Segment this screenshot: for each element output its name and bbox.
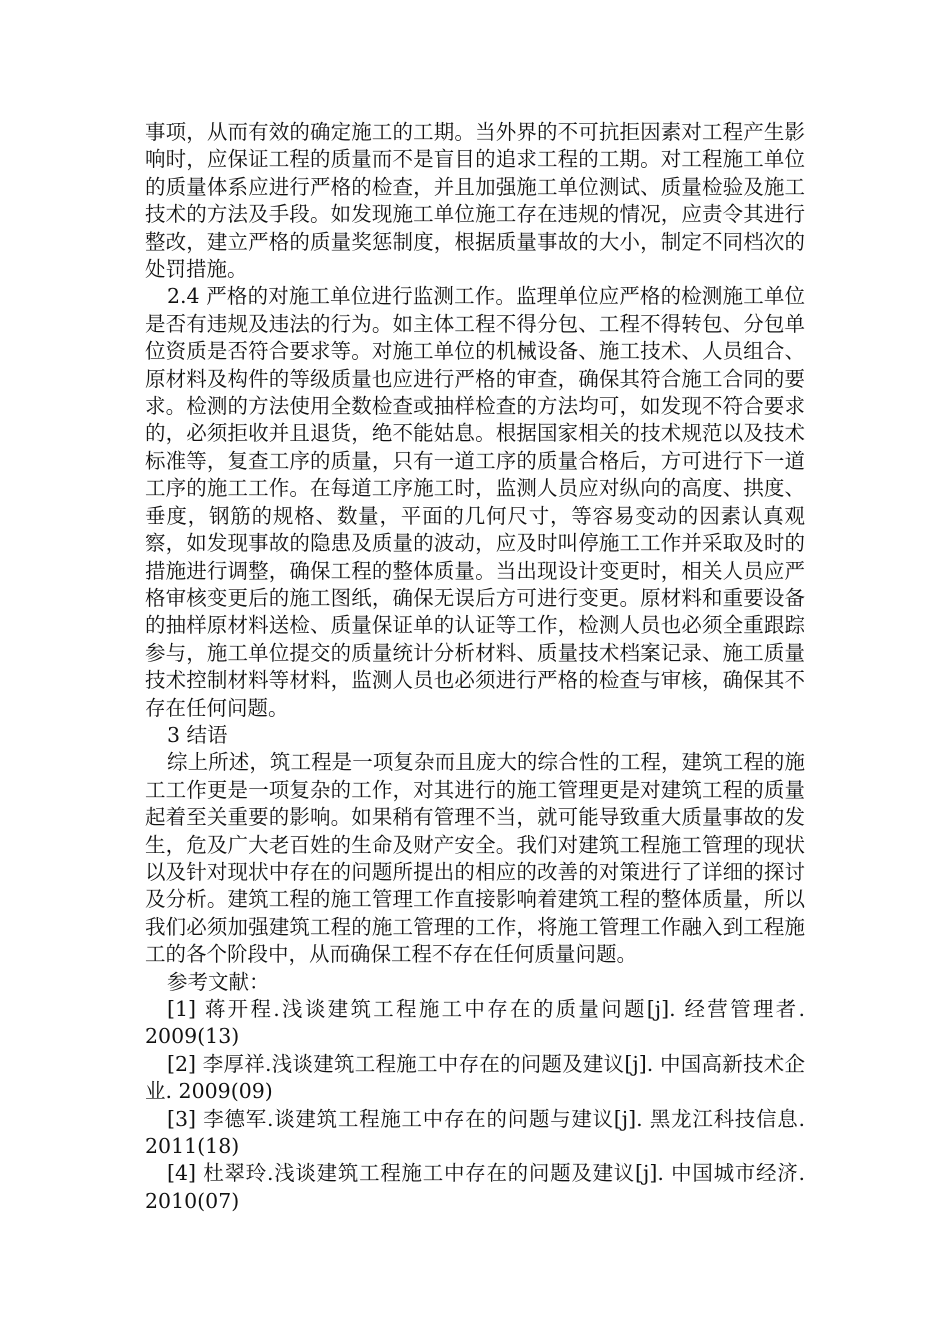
paragraph-quality-system: 事项，从而有效的确定施工的工期。当外界的不可抗拒因素对工程产生影响时，应保证工程的质量而不是盲目的追求工程的工期。对工程施工单位的质量体系应进行严格的检查，并且加强施工单位测试、质量检验及施工技术的方法及手段。如发现施工单位施工存在违规的情况，应责令其进行整改，建立严格的质量奖惩制度，根据质量事故的大小，制定不同档次的处罚措施。 — [145, 120, 805, 282]
reference-item-3: [3] 李德军.谈建筑工程施工中存在的问题与建议[j]. 黑龙江科技信息. 2011(18) — [145, 1106, 805, 1159]
paragraph-conclusion: 综上所述，筑工程是一项复杂而且庞大的综合性的工程，建筑工程的施工工作更是一项复杂的工作，对其进行的施工管理更是对建筑工程的质量起着至关重要的影响。如果稍有管理不当，就可能导致重大质量事故的发生，危及广大老百姓的生命及财产安全。我们对建筑工程施工管理的现状以及针对现状中存在的问题所提出的相应的改善的对策进行了详细的探讨及分析。建筑工程的施工管理工作直接影响着建筑工程的整体质量，所以我们必须加强建筑工程的施工管理的工作，将施工管理工作融入到工程施工的各个阶段中，从而确保工程不存在任何质量问题。 — [145, 750, 805, 967]
references-heading: 参考文献： — [167, 969, 270, 994]
reference-item-4: [4] 杜翠玲.浅谈建筑工程施工中存在的问题及建议[j]. 中国城市经济. 2010(07) — [145, 1161, 805, 1213]
document-page — [145, 119, 805, 1215]
paragraph-section-2-4: 2.4 严格的对施工单位进行监测工作。监理单位应严格的检测施工单位是否有违规及违法的行为。如主体工程不得分包、工程不得转包、分包单位资质是否符合要求等。对施工单位的机械设备、施工技术、人员组合、原材料及构件的等级质量也应进行严格的审查，确保其符合施工合同的要求。检测的方法使用全数检查或抽样检查的方法均可，如发现不符合要求的，必须拒收并且退货，绝不能姑息。根据国家相关的技术规范以及技术标准等，复查工序的质量，只有一道工序的质量合格后，方可进行下一道工序的施工工作。在每道工序施工时，监测人员应对纵向的高度、拱度、垂度，钢筋的规格、数量，平面的几何尺寸，等容易变动的因素认真观察，如发现事故的隐患及质量的波动，应及时叫停施工工作并采取及时的措施进行调整，确保工程的整体质量。当出现设计变更时，相关人员应严格审核变更后的施工图纸，确保无误后方可进行变更。原材料和重要设备的抽样原材料送检、质量保证单的认证等工作，检测人员也必须全重跟踪参与，施工单位提交的质量统计分析材料、质量技术档案记录、施工质量技术控制材料等材料，监测人员也必须进行严格的检查与审核，确保其不存在任何问题。 — [145, 284, 805, 720]
reference-item-2: [2] 李厚祥.浅谈建筑工程施工中存在的问题及建议[j]. 中国高新技术企业. 2009(09) — [145, 1051, 805, 1104]
reference-item-1: [1] 蒋开程.浅谈建筑工程施工中存在的质量问题[j]. 经营管理者. 2009(13) — [145, 997, 805, 1049]
section-heading-conclusion: 3 结语 — [167, 722, 228, 747]
